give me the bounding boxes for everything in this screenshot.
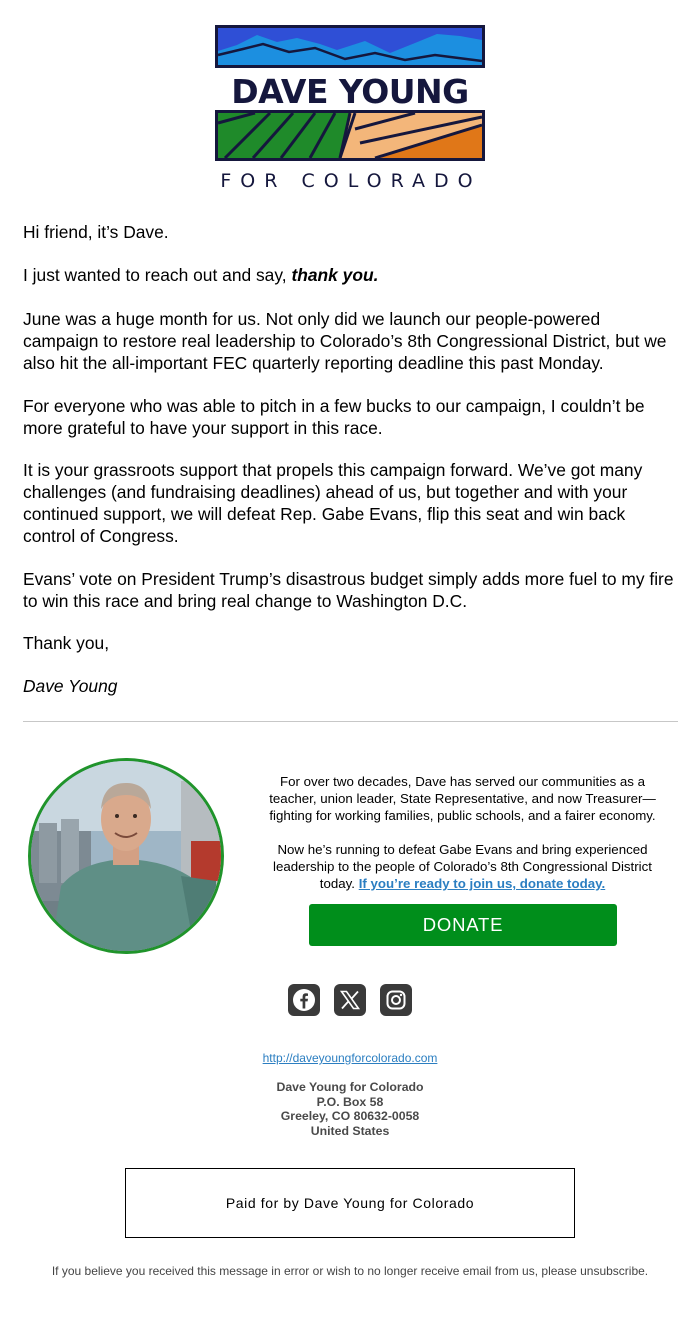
logo-wordmark: DAVE YOUNG — [231, 72, 469, 111]
thanks-lead: I just wanted to reach out and say, — [23, 265, 292, 285]
logo-tagline: FOR COLORADO — [220, 170, 482, 190]
donate-button[interactable]: DONATE — [309, 904, 617, 946]
instagram-icon[interactable] — [380, 984, 412, 1016]
thanks-emphasis: thank you. — [291, 265, 379, 285]
mailing-address — [0, 1080, 700, 1138]
bio-paragraph-one: For over two decades, Dave has served our communities as a teacher, union leader, State Representative, and now Treasurer—fighting for working families, public schools, and a fairer economy. — [269, 774, 656, 823]
greeting: Hi friend, it’s Dave. — [23, 222, 169, 242]
divider — [23, 721, 678, 722]
campaign-logo — [215, 25, 485, 190]
address-country: United States — [310, 1123, 390, 1138]
x-icon[interactable] — [334, 984, 366, 1016]
website-link[interactable]: http://daveyoungforcolorado.com — [262, 1051, 438, 1065]
thanks-line — [23, 264, 678, 286]
paragraph-evans: Evans’ vote on President Trump’s disastrous budget simply adds more fuel to my fire to win this race and bring real change to Washington D.C. — [23, 569, 674, 611]
website-link-container — [0, 1051, 700, 1065]
address-po-box: P.O. Box 58 — [316, 1094, 384, 1109]
signature: Dave Young — [23, 676, 118, 696]
facebook-icon[interactable] — [288, 984, 320, 1016]
candidate-photo — [28, 758, 224, 954]
paragraph-grassroots: It is your grassroots support that propels this campaign forward. We’ve got many challenges (and fundraising deadlines) ahead of us, but together and with your continued support, we will defeat Rep. Gabe Evans, flip this seat and win back control of Congress. — [23, 460, 643, 546]
address-org: Dave Young for Colorado — [276, 1080, 424, 1094]
paragraph-everyone: For everyone who was able to pitch in a few bucks to our campaign, I couldn’t be more grateful to have your support in this race. — [23, 396, 645, 438]
paid-for-disclaimer: Paid for by Dave Young for Colorado — [125, 1168, 575, 1238]
address-city: Greeley, CO 80632-0058 — [280, 1109, 420, 1123]
bio-paragraph-two: Now he’s running to defeat Gabe Evans and bring experienced leadership to the people of Colorado’s 8th Congressional District today. If you’re ready to join us, donate today. — [273, 842, 652, 891]
paragraph-june: June was a huge month for us. Not only did we launch our people-powered campaign to restore real leadership to Colorado’s 8th Congressional District, but we also hit the all-important FEC quarterly reporting deadline this past Monday. — [23, 309, 667, 373]
unsubscribe-footer: If you believe you received this message in error or wish to no longer receive email from us, please unsubscribe. — [51, 1264, 649, 1278]
donate-link[interactable]: If you’re ready to join us, donate today. — [358, 876, 606, 891]
bio-section — [255, 773, 670, 892]
closing: Thank you, — [23, 633, 110, 653]
